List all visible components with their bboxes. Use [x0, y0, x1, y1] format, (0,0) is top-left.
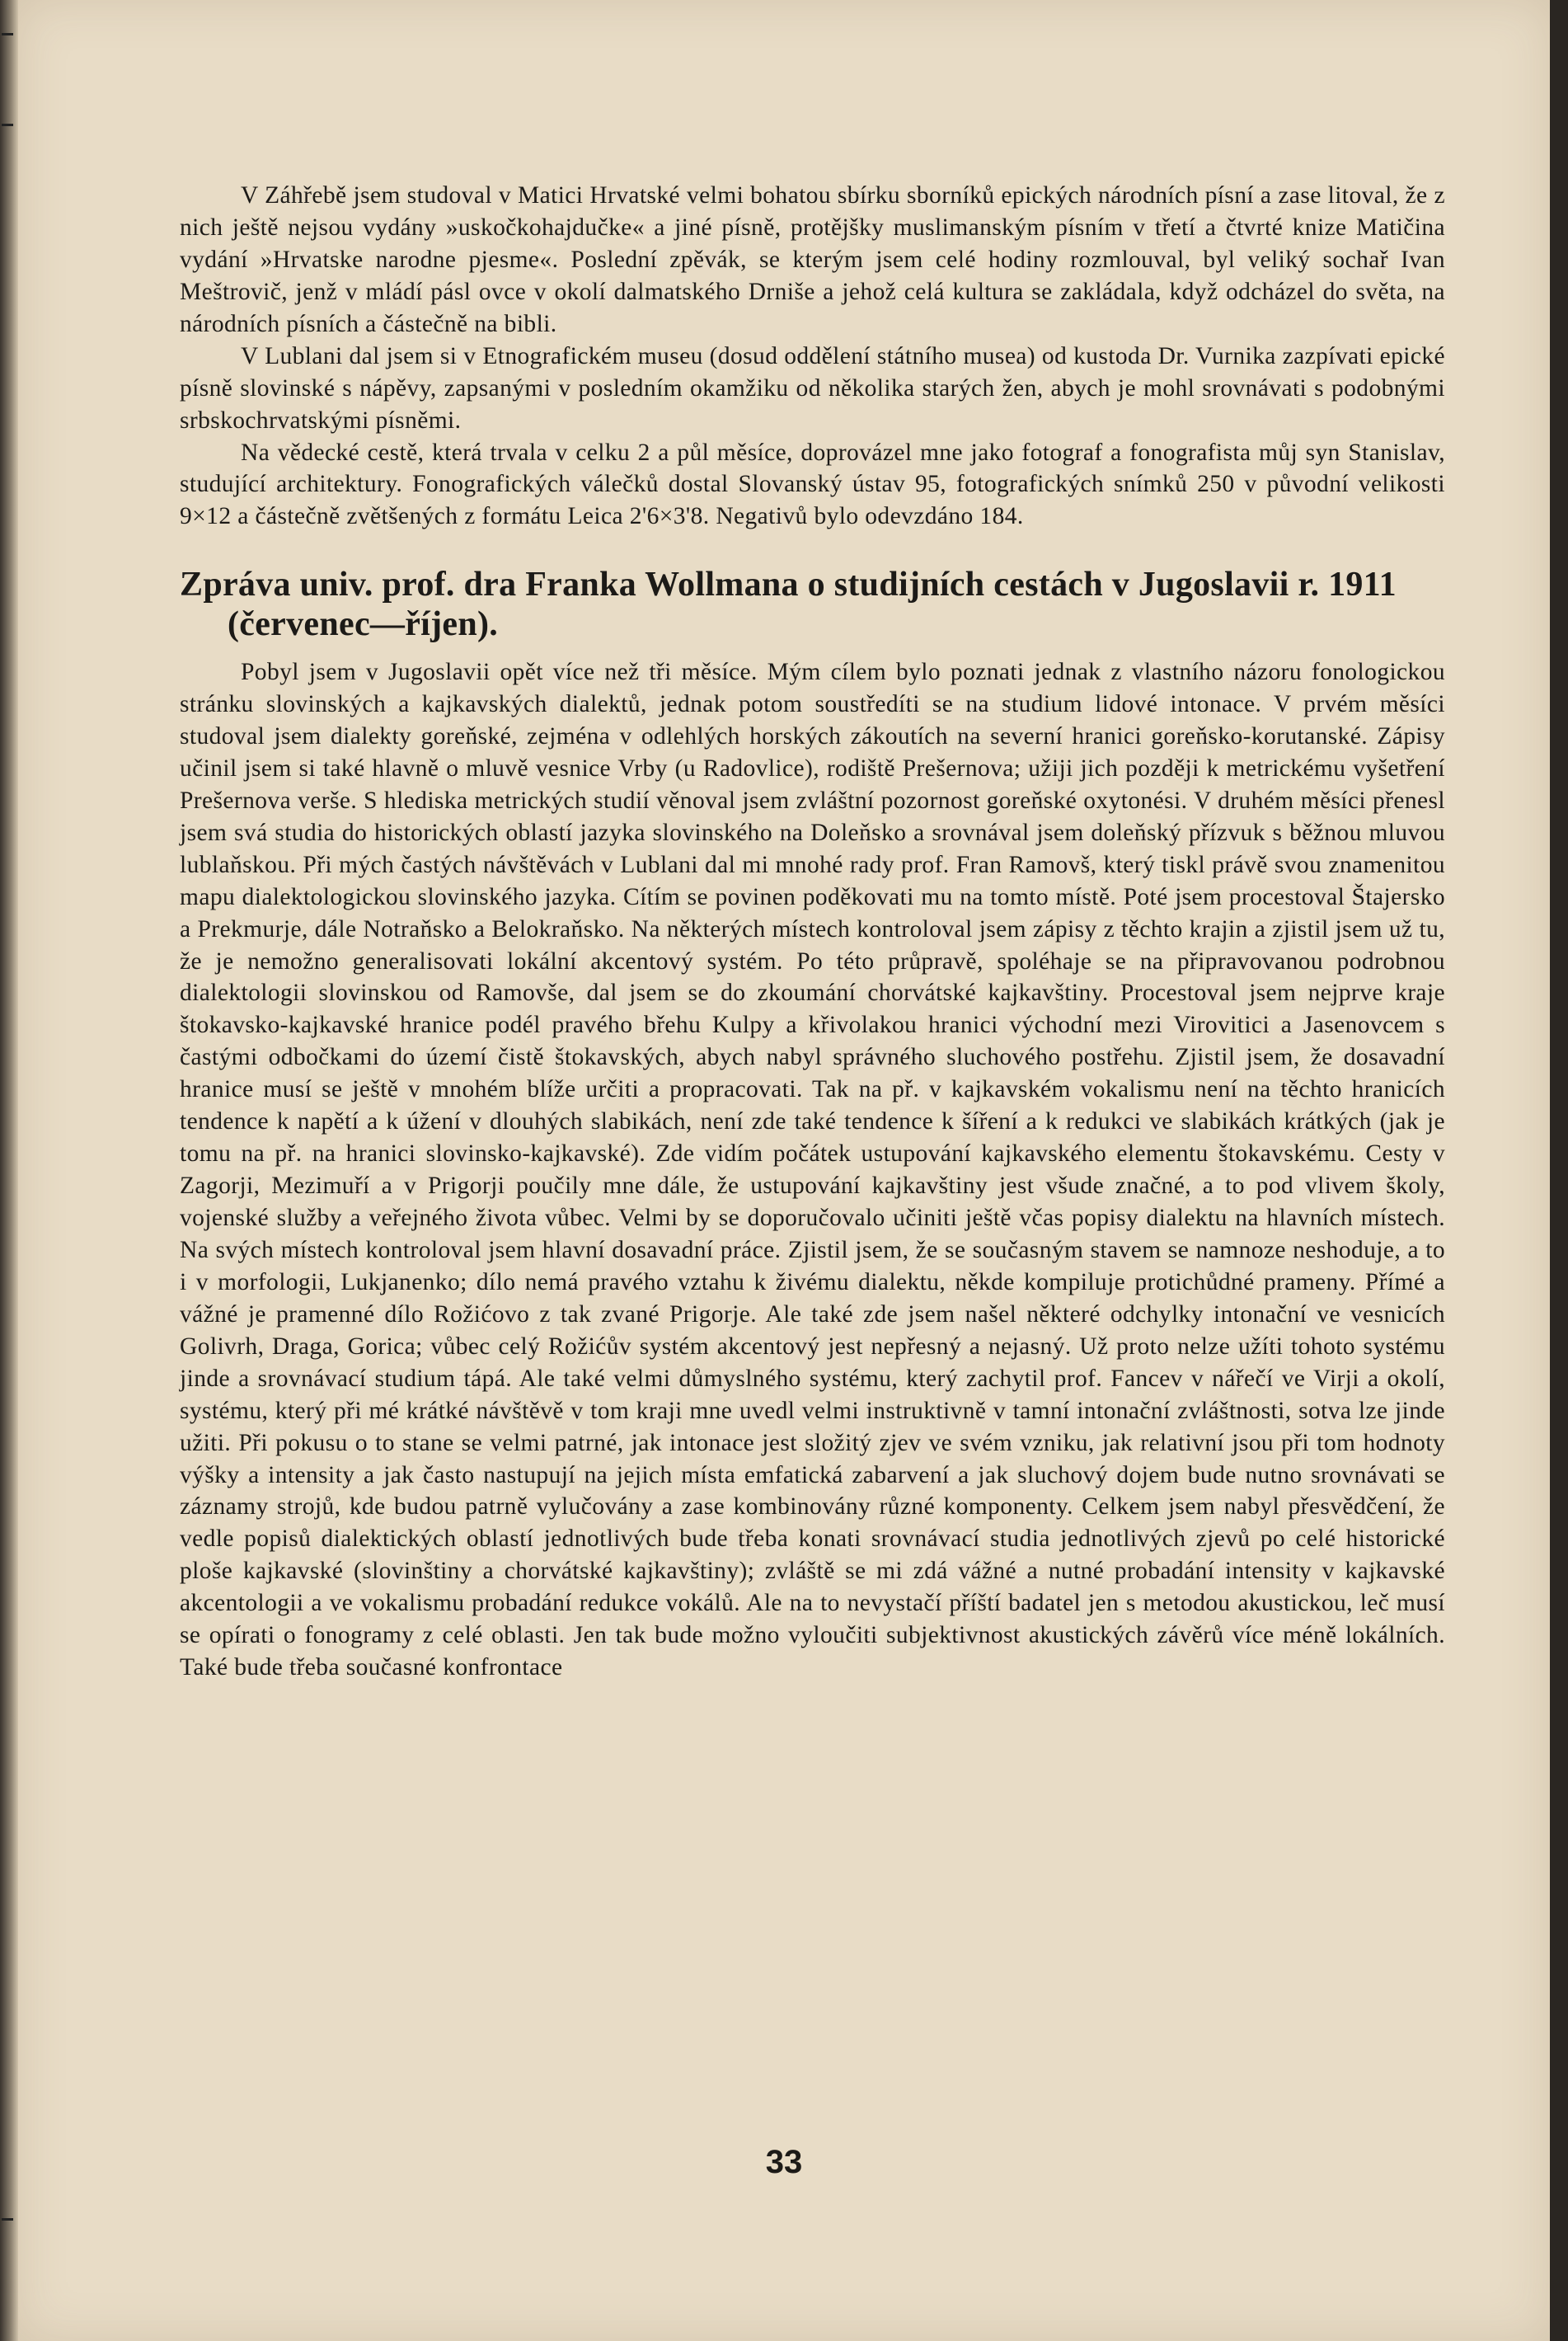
paragraph-expedition-summary: Na vědecké cestě, která trvala v celku 2 a půl měsíce, doprovázel mne jako fotograf a fonografista můj syn Stanislav, studující architektury. Fonografických válečků dostal Slovanský ústav 95, fotografických snímků 250 v původní velikosti 9×12 a částečně zvětšených z formátu Leica 2'6×3'8. Negativů bylo odevzdáno 184.: [180, 439, 1445, 530]
page-text-block: [180, 180, 1445, 1684]
spine-mark: [2, 124, 13, 126]
report-heading: Zpráva univ. prof. dra Franka Wollmana o studijních cestách v Jugoslavii r. 1911 (červenec—říjen).: [180, 566, 1397, 644]
paragraph-ljubljana: V Lublani dal jsem si v Etnografickém museu (dosud oddělení státního musea) od kustoda Dr. Vurnika zazpívati epické písně slovinské s nápěvy, zapsanými v posledním okamžiku od několika starých žen, abych je mohl srovnávati s podobnými srbskochrvatskými písněmi.: [180, 342, 1445, 434]
spine-mark: [2, 2218, 13, 2221]
paragraph-report-body: Pobyl jsem v Jugoslavii opět více než tři měsíce. Mým cílem bylo poznati jednak z vlastního názoru fonologickou stránku slovinských a kajkavských dialektů, jednak potom soustředíti se na studium lidové intonace. V prvém měsíci studoval jsem dialekty goreňské, zejména v odlehlých horských zákoutích na severní hranici goreňsko-korutanské. Zápisy učinil jsem si také hlavně o mluvě vesnice Vrby (u Radovlice), rodiště Prešernova; užiji jich později k metrickému vyšetření Prešernova verše. S hlediska metrických studií věnoval jsem zvláštní pozornost goreňské oxytonési. V druhém měsíci přenesl jsem svá studia do historických oblastí jazyka slovinského na Doleňsko a srovnával jsem doleňský přízvuk s běžnou mluvou lublaňskou. Při mých častých návštěvách v Lublani dal mi mnohé rady prof. Fran Ramovš, který tiskl právě svou znamenitou mapu dialektologickou slovinského jazyka. Cítím se povinen poděkovati mu na tomto místě. Poté jsem procestoval Štajersko a Prekmurje, dále Notraňsko a Belokraňsko. Na některých místech kontroloval jsem zápisy z těchto krajin a zjistil jsem už tu, že je nemožno generalisovati lokální akcentový systém. Po této průpravě, spoléhaje se na připravovanou podrobnou dialektologii slovinskou od Ramovše, dal jsem se do zkoumání chorvátské kajkavštiny. Procestoval jsem nejprve kraje štokavsko-kajkavské hranice podél pravého břehu Kulpy a křivolakou hranici východní mezi Virovitici a Jasenovcem s častými odbočkami do území čistě štokavských, abych nabyl správného sluchového postřehu. Zjistil jsem, že dosavadní hranice musí se ještě v mnohém blíže určiti a propracovati. Tak na př. v kajkavském vokalismu není na těchto hranicích tendence k napětí a k úžení v dlouhých slabikách, není zde také tendence k šíření a k redukci ve slabikách krátkých (jak je tomu na př. na hranici slovinsko-kajkavské). Zde vidím počátek ustupování kajkavského elementu štokavskému. Cesty v Zagorji, Mezimuří a v Prigorji poučily mne dále, že ustupování kajkavštiny jest všude značné, a to pod vlivem školy, vojenské služby a veřejného života vůbec. Velmi by se doporučovalo učiniti ještě včas popisy dialektu na hlavních místech. Na svých místech kontroloval jsem hlavní dosavadní práce. Zjistil jsem, že se současným stavem se namnoze neshoduje, a to i v morfologii, Lukjanenko; dílo nemá pravého vztahu k živému dialektu, někde kompiluje protichůdné prameny. Přímé a vážné je pramenné dílo Rožićovo z tak zvané Prigorje. Ale také zde jsem našel některé odchylky intonační ve vesnicích Golivrh, Draga, Gorica; vůbec celý Rožićův systém akcentový jest nepřesný a nejasný. Už proto nelze užíti tohoto systému jinde a srovnávací studium tápá. Ale také velmi důmyslného systému, který zachytil prof. Fancev v nářečí ve Virji a okolí, systému, který při mé krátké návštěvě v tom kraji mne uvedl velmi instruktivně v tamní intonační zvláštnosti, sotva lze jinde užiti. Při pokusu o to stane se velmi patrné, jak intonace jest složitý zjev ve svém vzniku, jak relativní jsou při tom hodnoty výšky a intensity a jak často nastupují na jejich místa emfatická zabarvení a jak sluchový dojem bude nutno srovnávati se záznamy strojů, kde budou patrně vylučovány a zase kombinovány různé komponenty. Celkem jsem nabyl přesvědčení, že vedle popisů dialektických oblastí jednotlivých bude třeba konati srovnávací studia jednotlivých zjevů po celé historické ploše kajkavské (slovinštiny a chorvátské kajkavštiny); zvláště se mi zdá vážné a nutné probadání intensity v kajkavské akcentologii a ve vokalismu probadání redukce vokálů. Ale na to nevystačí příští badatel jen s metodou akustickou, leč musí se opírati o fonogramy z celé oblasti. Jen tak bude možno vyloučiti subjektivnost akustických závěrů více méně lokálních. Také bude třeba současné konfrontace: [180, 659, 1445, 1681]
book-page: [18, 0, 1550, 2341]
paragraph-zagreb: V Záhřebě jsem studoval v Matici Hrvatské velmi bohatou sbírku sborníků epických národních písní a zase litoval, že z nich ještě nejsou vydány »uskočkohajdučke« a jiné písně, protějšky muslimanským písním v třetí a čtvrté knize Matičina vydání »Hrvatske narodne pjesme«. Poslední zpěvák, se kterým jsem celé hodiny rozmlouval, byl veliký sochař Ivan Meštrovič, jenž v mládí pásl ovce v okolí dalmatského Drniše a jehož celá kultura se zakládala, když odcházel do světa, na národních písních a částečně na bibli.: [180, 182, 1445, 337]
page-number: 33: [765, 2144, 803, 2180]
book-spine-edge: [0, 0, 18, 2341]
spine-mark: [2, 33, 13, 35]
